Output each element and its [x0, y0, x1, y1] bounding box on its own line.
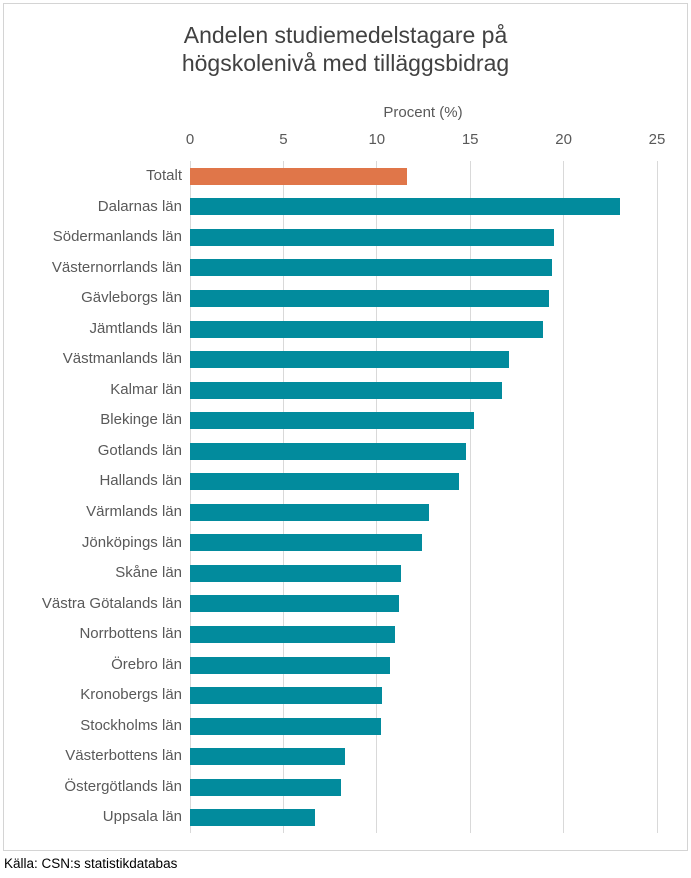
- category-label: Värmlands län: [86, 503, 182, 520]
- bar: [190, 809, 315, 826]
- category-label: Norrbottens län: [79, 625, 182, 643]
- bar: [190, 473, 459, 490]
- category-label: Kronobergs län: [80, 686, 182, 704]
- category-label: Dalarnas län: [97, 197, 182, 215]
- bar: [190, 626, 395, 643]
- category-label: Västra Götalands län: [41, 594, 182, 612]
- category-label: Västmanlands län: [62, 350, 182, 368]
- bar: [190, 595, 399, 612]
- source-note: Källa: CSN:s statistikdatabas: [4, 856, 178, 871]
- category-label: Blekinge län: [100, 411, 182, 429]
- category-label: Gotlands län: [97, 441, 182, 459]
- bar: [190, 718, 381, 735]
- category-label: Jönköpings län: [81, 533, 182, 551]
- bar: [190, 748, 345, 765]
- category-label: Östergötlands län: [64, 777, 182, 795]
- bar: [190, 382, 502, 399]
- bar: [190, 565, 401, 582]
- gridline-20: [563, 161, 564, 833]
- gridline-25: [657, 161, 658, 833]
- category-label: Västernorrlands län: [51, 258, 182, 276]
- bar-totalt: [190, 168, 407, 185]
- bar: [190, 198, 620, 215]
- category-label: Totalt: [146, 167, 182, 184]
- x-tick-label-0: 0: [185, 131, 195, 148]
- bar: [190, 504, 429, 521]
- bar: [190, 687, 382, 704]
- bar: [190, 259, 552, 276]
- bar: [190, 321, 543, 338]
- category-label: Kalmar län: [110, 380, 182, 398]
- category-label: Västerbottens län: [65, 747, 182, 765]
- bar: [190, 351, 509, 368]
- x-tick-label-25: 25: [648, 131, 666, 148]
- bar: [190, 290, 549, 307]
- bar: [190, 412, 474, 429]
- x-tick-label-20: 20: [555, 131, 572, 148]
- category-label: Hallands län: [99, 472, 182, 490]
- category-label: Uppsala län: [102, 808, 182, 826]
- category-label: Örebro län: [111, 655, 182, 673]
- bar: [190, 229, 554, 246]
- category-label: Skåne län: [115, 564, 182, 582]
- chart-title: Andelen studiemedelstagare på högskolenivå med tilläggsbidrag: [181, 22, 510, 76]
- category-label: Stockholms län: [80, 716, 182, 734]
- bar: [190, 779, 341, 796]
- x-tick-label-5: 5: [279, 131, 288, 148]
- bar: [190, 534, 422, 551]
- x-tick-label-10: 10: [368, 131, 386, 148]
- bar: [190, 443, 466, 460]
- category-label: Jämtlands län: [89, 319, 182, 337]
- category-label: Gävleborgs län: [81, 289, 182, 307]
- x-tick-label-15: 15: [461, 131, 479, 148]
- x-axis-title: Procent (%): [383, 104, 463, 121]
- bar: [190, 657, 390, 674]
- category-label: Södermanlands län: [52, 228, 182, 246]
